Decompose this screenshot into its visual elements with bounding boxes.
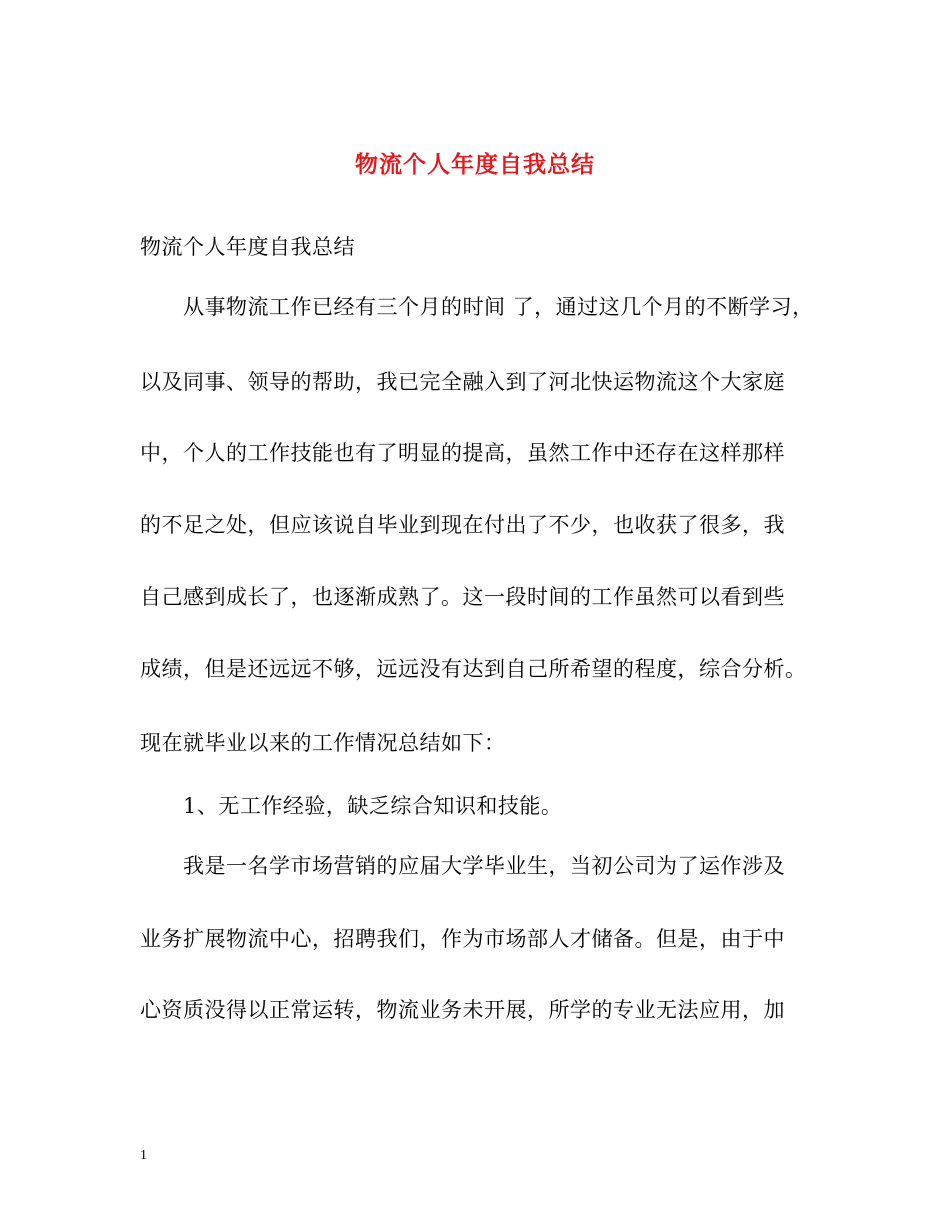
document-subtitle: 物流个人年度自我总结 <box>140 235 355 259</box>
paragraph-line: 1、无工作经验，缺乏综合知识和技能。 <box>183 794 563 818</box>
paragraph-line: 成绩，但是还远远不够，远远没有达到自己所希望的程度，综合分析。 <box>140 657 807 681</box>
paragraph-line: 以及同事、领导的帮助，我已完全融入到了河北快运物流这个大家庭 <box>140 370 785 394</box>
page-number: 1 <box>140 1148 147 1163</box>
paragraph-line: 中，个人的工作技能也有了明显的提高，虽然工作中还存在这样那样 <box>140 441 785 465</box>
paragraph-line: 的不足之处，但应该说自毕业到现在付出了不少，也收获了很多，我 <box>140 513 785 537</box>
paragraph-line: 自己感到成长了，也逐渐成熟了。这一段时间的工作虽然可以看到些 <box>140 585 785 609</box>
paragraph-line: 业务扩展物流中心，招聘我们，作为市场部人才储备。但是，由于中 <box>140 927 785 951</box>
paragraph-line: 心资质没得以正常运转，物流业务未开展，所学的专业无法应用，加 <box>140 998 785 1022</box>
paragraph-line: 现在就毕业以来的工作情况总结如下： <box>140 731 506 755</box>
paragraph-line: 我是一名学市场营销的应届大学毕业生，当初公司为了运作涉及 <box>183 854 785 878</box>
paragraph-line: 从事物流工作已经有三个月的时间 了，通过这几个月的不断学习， <box>183 295 814 319</box>
document-title: 物流个人年度自我总结 <box>355 151 595 178</box>
